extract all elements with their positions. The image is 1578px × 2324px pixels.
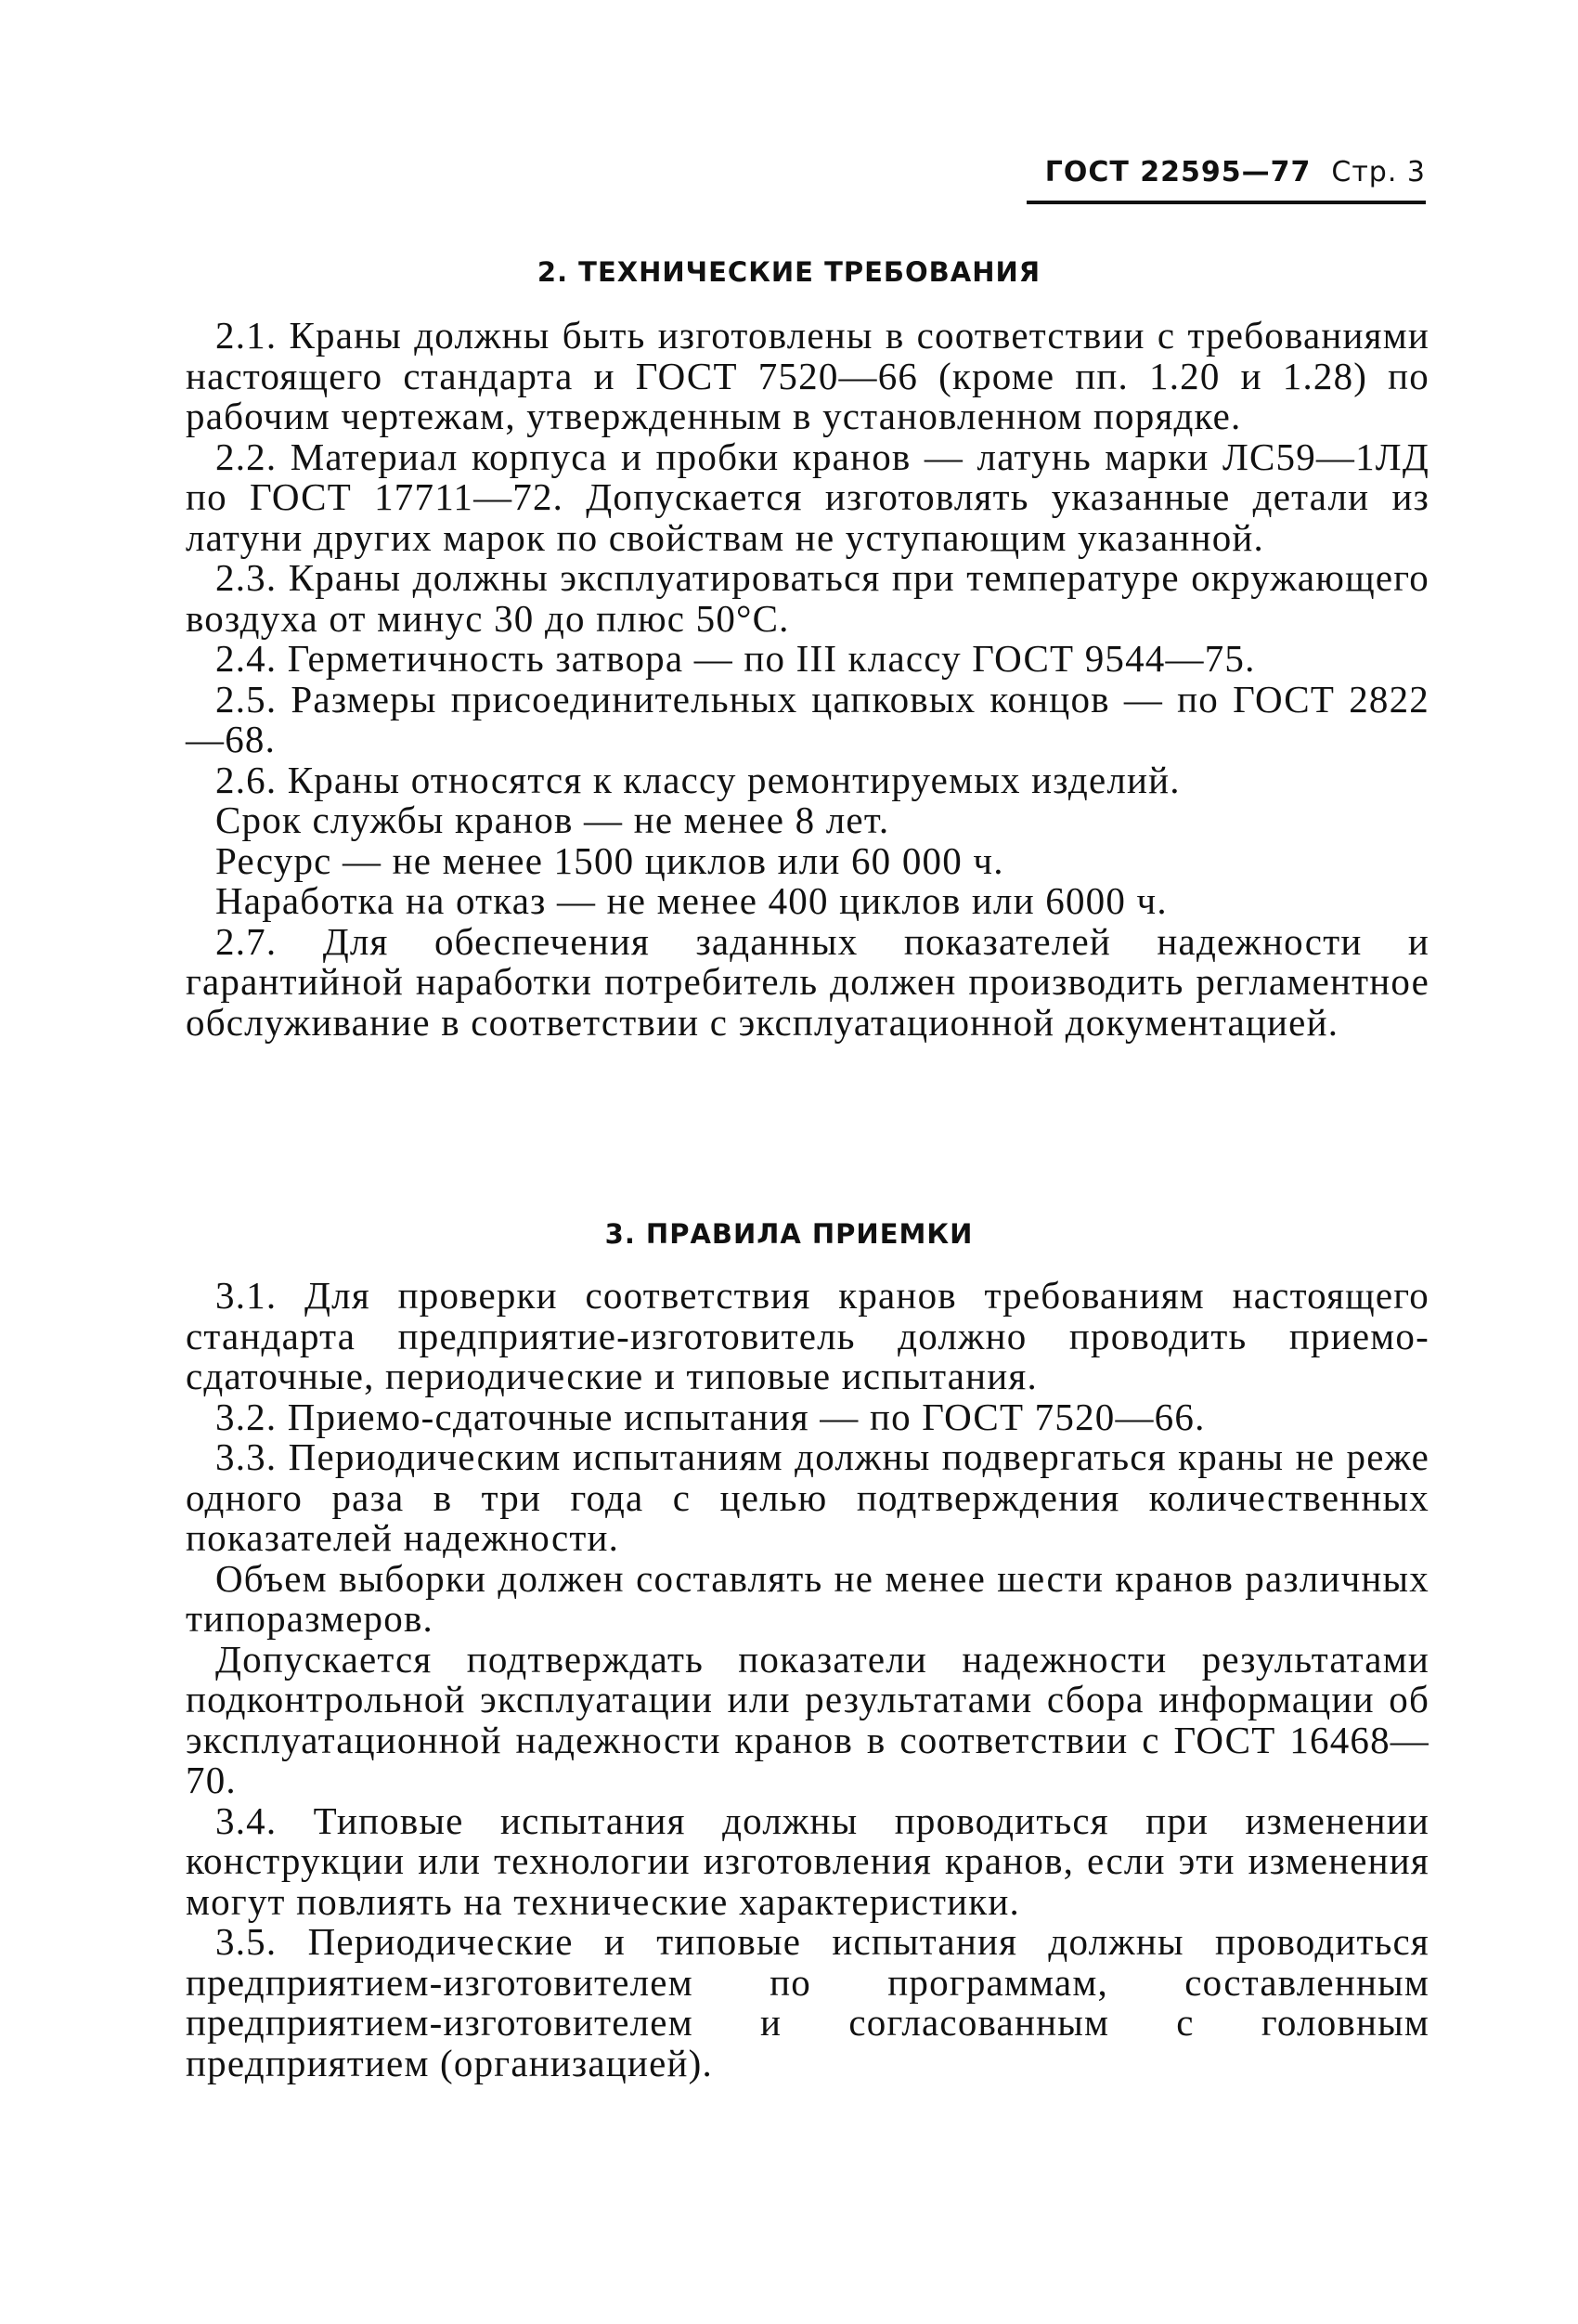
- section-heading-acceptance-rules: 3. ПРАВИЛА ПРИЕМКИ: [604, 1218, 974, 1250]
- clause-3-1: 3.1. Для проверки соответствия кранов требованиям настоящего стандарта предприятие-изготовитель должно проводить приемо-сдаточные, периодические и типовые испытания.: [186, 1274, 1429, 1397]
- clause-2-2: 2.2. Материал корпуса и пробки кранов — латунь марки ЛС59—1ЛД по ГОСТ 17711—72. Допускается изготовлять указанные детали из латуни других марок по свойствам не уступающим указанной.: [186, 435, 1429, 559]
- standard-number: ГОСТ 22595—77: [1044, 156, 1312, 188]
- clause-2-6-service-life: Срок службы кранов — не менее 8 лет.: [215, 798, 890, 841]
- clause-3-2: 3.2. Приемо-сдаточные испытания — по ГОСТ 7520—66.: [215, 1395, 1206, 1438]
- clause-3-3-sample-size: Объем выборки должен составлять не менее шести кранов различных типоразмеров.: [186, 1556, 1429, 1640]
- clause-2-6: 2.6. Краны относятся к классу ремонтируемых изделий.: [215, 758, 1181, 801]
- section-body-technical-requirements: [186, 316, 1429, 1043]
- section-heading-technical-requirements: 2. ТЕХНИЧЕСКИЕ ТРЕБОВАНИЯ: [537, 256, 1041, 288]
- running-header: [1045, 156, 1426, 188]
- clause-2-4: 2.4. Герметичность затвора — по III классу ГОСТ 9544—75.: [215, 637, 1256, 680]
- clause-3-4: 3.4. Типовые испытания должны проводиться при изменении конструкции или технологии изготовления кранов, если эти изменения могут повлиять на технические характеристики.: [186, 1798, 1429, 1923]
- clause-2-6-mtbf: Наработка на отказ — не менее 400 циклов или 6000 ч.: [215, 879, 1168, 922]
- clause-3-3-reliability-confirmation: Допускается подтверждать показатели надежности результатами подконтрольной эксплуатации или результатами сбора информации об эксплуатационной надежности кранов в соответствии с ГОСТ 16468—70.: [186, 1637, 1429, 1801]
- clause-3-5: 3.5. Периодические и типовые испытания должны проводиться предприятием-изготовителем по программам, составленным предприятием-изготовителем и согласованным с головным предприятием (организацией).: [186, 1920, 1429, 2084]
- clause-2-6-resource: Ресурс — не менее 1500 циклов или 60 000 ч.: [215, 838, 1004, 882]
- clause-2-1: 2.1. Краны должны быть изготовлены в соответствии с требованиями настоящего стандарта и ГОСТ 7520—66 (кроме пп. 1.20 и 1.28) по рабочим чертежам, утвержденным в установленном порядке.: [186, 314, 1429, 437]
- section-body-acceptance-rules: [186, 1276, 1429, 2084]
- clause-2-5: 2.5. Размеры присоединительных цапковых концов — по ГОСТ 2822—68.: [186, 677, 1429, 760]
- page-number: Стр. 3: [1331, 156, 1426, 188]
- clause-3-3: 3.3. Периодическим испытаниям должны подвергаться краны не реже одного раза в три года с целью подтверждения количественных показателей надежности.: [186, 1435, 1429, 1559]
- clause-2-7: 2.7. Для обеспечения заданных показателей надежности и гарантийной наработки потребитель должен производить регламентное обслуживание в соответствии с эксплуатационной документацией.: [186, 919, 1429, 1044]
- header-rule: [1027, 201, 1426, 204]
- clause-2-3: 2.3. Краны должны эксплуатироваться при температуре окружающего воздуха от минус 30 до плюс 50°С.: [186, 556, 1429, 640]
